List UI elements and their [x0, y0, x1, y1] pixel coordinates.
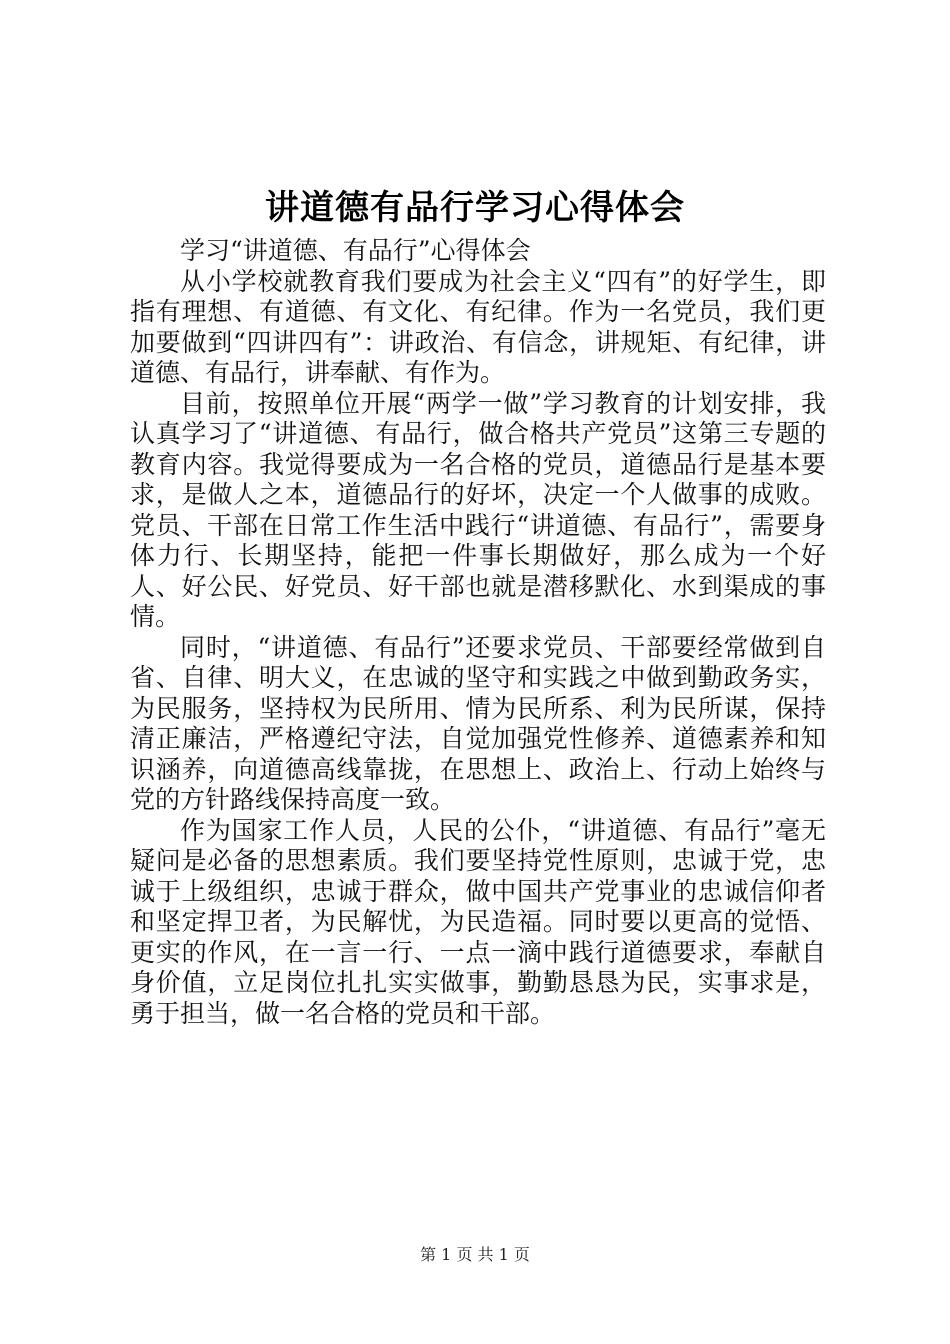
paragraph-2: 目前，按照单位开展“两学一做”学习教育的计划安排，我认真学习了“讲道德、有品行，做合格共产党员”这第三专题的教育内容。我觉得要成为一名合格的党员，道德品行是基本要求，是做人之本，道德品行的好坏，决定一个人做事的成败。党员、干部在日常工作生活中践行“讲道德、有品行”，需要身体力行、长期坚持，能把一件事长期做好，那么成为一个好人、好公民、好党员、好干部也就是潜移默化、水到渠成的事情。	[130, 388, 826, 631]
page-number-footer: 第 1 页 共 1 页	[420, 1245, 530, 1264]
paragraph-1: 从小学校就教育我们要成为社会主义“四有”的好学生，即指有理想、有道德、有文化、有纪律。作为一名党员，我们更加要做到“四讲四有”：讲政治、有信念，讲规矩、有纪律，讲道德、有品行，讲奉献、有作为。	[130, 266, 826, 387]
document-title: 讲道德有品行学习心得体会	[265, 188, 685, 228]
paragraph-3: 同时，“讲道德、有品行”还要求党员、干部要经常做到自省、自律、明大义，在忠诚的坚守和实践之中做到勤政务实，为民服务，坚持权为民所用、情为民所系、利为民所谋，保持清正廉洁，严格遵纪守法，自觉加强党性修养、道德素养和知识涵养，向道德高线靠拢，在思想上、政治上、行动上始终与党的方针路线保持高度一致。	[130, 632, 826, 814]
paragraph-4: 作为国家工作人员，人民的公仆，“讲道德、有品行”毫无疑问是必备的思想素质。我们要坚持党性原则，忠诚于党，忠诚于上级组织，忠诚于群众，做中国共产党事业的忠诚信仰者和坚定捍卫者，为民解忧，为民造福。同时要以更高的觉悟、更实的作风，在一言一行、一点一滴中践行道德要求，奉献自身价值，立足岗位扎扎实实做事，勤勤恳恳为民，实事求是，勇于担当，做一名合格的党员和干部。	[130, 815, 826, 1028]
document-body	[130, 236, 826, 1029]
paragraph-subtitle: 学习“讲道德、有品行”心得体会	[180, 236, 531, 265]
